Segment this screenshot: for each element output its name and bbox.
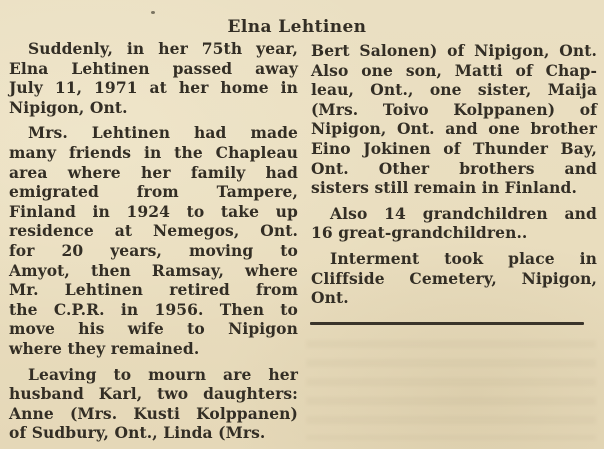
- text-line: Nipigon, Ont. and one brother: [311, 119, 597, 139]
- text-line: Elna Lehtinen passed away: [9, 58, 298, 78]
- paragraph: [9, 123, 298, 358]
- text-line: husband Karl, two daughters:: [9, 384, 298, 404]
- text-line: of Sudbury, Ont., Linda (Mrs.: [9, 423, 266, 443]
- text-line: Anne (Mrs. Kusti Kolppanen): [9, 403, 298, 423]
- ink-speck: [151, 11, 155, 14]
- text-line: for 20 years, moving to: [9, 240, 298, 260]
- text-line: Bert Salonen) of Nipigon, Ont.: [311, 41, 597, 60]
- text-line: Also one son, Matti of Chap-: [311, 60, 597, 80]
- text-line: where they remained.: [9, 338, 200, 358]
- text-line: residence at Nemegos, Ont.: [9, 221, 298, 241]
- paragraph: [9, 39, 298, 117]
- right-column: [311, 41, 597, 308]
- text-line: Cliffside Cemetery, Nipigon,: [311, 268, 597, 288]
- text-line: Amyot, then Ramsay, where: [9, 260, 298, 280]
- paragraph: [311, 204, 597, 243]
- text-line: emigrated from Tampere,: [9, 182, 298, 202]
- text-line: sisters still remain in Finland.: [311, 178, 577, 198]
- text-line: Mr. Lehtinen retired from: [9, 280, 298, 300]
- text-line: Mrs. Lehtinen had made: [28, 123, 298, 143]
- paragraph: [311, 41, 597, 198]
- left-column: [9, 39, 298, 443]
- end-of-article-rule: [310, 322, 584, 325]
- text-line: many friends in the Chapleau: [9, 142, 298, 162]
- obituary-title: Elna Lehtinen: [227, 17, 367, 38]
- text-line: move his wife to Nipigon: [9, 319, 298, 339]
- text-line: Ont. Other brothers and: [311, 158, 597, 178]
- text-line: (Mrs. Toivo Kolppanen) of: [311, 99, 597, 119]
- text-line: Eino Jokinen of Thunder Bay,: [311, 138, 597, 158]
- text-line: Leaving to mourn are her: [28, 364, 298, 384]
- text-line: the C.P.R. in 1956. Then to: [9, 299, 298, 319]
- text-line: Suddenly, in her 75th year,: [28, 39, 298, 58]
- text-line: Interment took place in: [330, 248, 597, 268]
- paragraph: [9, 365, 298, 443]
- text-line: 16 great-grandchildren..: [311, 223, 528, 243]
- paragraph: [311, 249, 597, 308]
- page-bleed-through: [306, 340, 596, 440]
- text-line: leau, Ont., one sister, Maija: [311, 80, 597, 100]
- text-line: Nipigon, Ont.: [9, 97, 128, 117]
- text-line: July 11, 1971 at her home in: [9, 78, 298, 98]
- text-line: area where her family had: [9, 162, 298, 182]
- text-line: Finland in 1924 to take up: [9, 201, 298, 221]
- text-line: Also 14 grandchildren and: [330, 203, 597, 223]
- text-line: Ont.: [311, 288, 349, 308]
